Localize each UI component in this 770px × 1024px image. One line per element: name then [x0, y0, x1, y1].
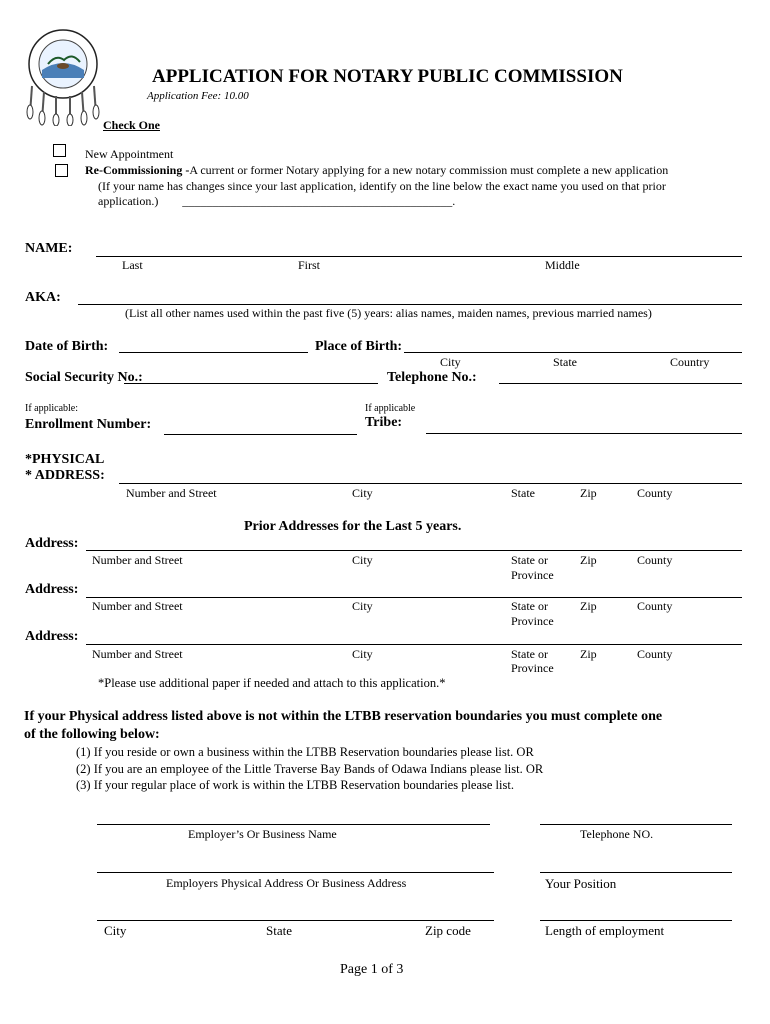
length-employment-field[interactable] [540, 920, 732, 921]
pob-label: Place of Birth: [315, 339, 403, 354]
tribe-field[interactable] [426, 433, 742, 434]
employer-city-caption: City [104, 923, 127, 938]
employer-state-caption: State [266, 923, 292, 938]
prior-3-city-caption: City [352, 647, 373, 661]
new-appointment-label: New Appointment [85, 147, 174, 161]
tribal-seal-logo [24, 26, 102, 126]
aka-label: AKA: [25, 290, 61, 305]
application-fee: Application Fee: 10.00 [147, 90, 249, 102]
telephone-field[interactable] [499, 383, 742, 384]
prior-1-city-caption: City [352, 553, 373, 567]
new-appointment-checkbox[interactable] [53, 144, 66, 157]
prior-address-1-field[interactable] [86, 550, 742, 551]
physical-label-1: *PHYSICAL [25, 452, 105, 467]
prior-2-county-caption: County [637, 599, 673, 613]
tribe-label: Tribe: [365, 415, 403, 430]
pob-country-caption: Country [670, 355, 710, 369]
name-change-note-2: application.) _____________________________________________. [98, 194, 456, 208]
check-one-heading: Check One [103, 118, 160, 132]
pob-state-caption: State [553, 355, 577, 369]
physical-zip-caption: Zip [580, 486, 597, 500]
position-field[interactable] [540, 872, 732, 873]
prior-address-1-label: Address: [25, 536, 79, 551]
ssn-label: Social Security No.: [25, 370, 143, 385]
pob-field[interactable] [404, 352, 742, 353]
prior-1-county-caption: County [637, 553, 673, 567]
enrollment-if-applicable: If applicable: [25, 403, 79, 414]
prior-3-county-caption: County [637, 647, 673, 661]
prior-2-street-caption: Number and Street [92, 599, 183, 613]
prior-3-street-caption: Number and Street [92, 647, 183, 661]
prior-3-state-caption: State or [511, 647, 548, 661]
dob-label: Date of Birth: [25, 339, 109, 354]
name-field[interactable] [96, 256, 742, 257]
prior-1-street-caption: Number and Street [92, 553, 183, 567]
additional-paper-note: *Please use additional paper if needed and attach to this application.* [98, 676, 446, 690]
name-change-note: (If your name has changes since your last application, identify on the line below the exact name you used on that prior [98, 179, 666, 193]
prior-1-zip-caption: Zip [580, 553, 597, 567]
prior-addresses-heading: Prior Addresses for the Last 5 years. [244, 519, 462, 534]
employer-phone-caption: Telephone NO. [580, 827, 654, 841]
length-employment-caption: Length of employment [545, 923, 665, 938]
page-title: APPLICATION FOR NOTARY PUBLIC COMMISSION [152, 66, 623, 87]
physical-address-field[interactable] [119, 483, 742, 484]
recommissioning-checkbox[interactable] [55, 164, 68, 177]
prior-2-province-caption: Province [511, 614, 554, 628]
physical-county-caption: County [637, 486, 673, 500]
prior-3-province-caption: Province [511, 661, 554, 675]
employer-address-caption: Employers Physical Address Or Business Address [166, 876, 407, 890]
name-middle-caption: Middle [545, 258, 580, 272]
physical-label-2: * ADDRESS: [25, 468, 105, 483]
prior-address-2-label: Address: [25, 582, 79, 597]
reservation-heading-2: of the following below: [24, 727, 160, 742]
employer-phone-field[interactable] [540, 824, 732, 825]
prior-address-3-field[interactable] [86, 644, 742, 645]
reservation-item-3: (3) If your regular place of work is within the LTBB Reservation boundaries please list. [76, 778, 514, 792]
reservation-item-1: (1) If you reside or own a business within the LTBB Reservation boundaries please list. OR [76, 745, 534, 759]
pob-city-caption: City [440, 355, 461, 369]
name-first-caption: First [298, 258, 321, 272]
aka-field[interactable] [78, 304, 742, 305]
dob-field[interactable] [119, 352, 308, 353]
name-label: NAME: [25, 241, 73, 256]
physical-city-caption: City [352, 486, 373, 500]
page-number: Page 1 of 3 [340, 962, 404, 977]
prior-address-2-field[interactable] [86, 597, 742, 598]
prior-2-state-caption: State or [511, 599, 548, 613]
physical-state-caption: State [511, 486, 535, 500]
employer-zip-caption: Zip code [425, 923, 471, 938]
enrollment-label: Enrollment Number: [25, 417, 152, 432]
telephone-label: Telephone No.: [387, 370, 477, 385]
recommissioning-label [85, 163, 668, 178]
enrollment-field[interactable] [164, 434, 357, 435]
prior-2-city-caption: City [352, 599, 373, 613]
prior-1-state-caption: State or [511, 553, 548, 567]
employer-name-caption: Employer’s Or Business Name [188, 827, 337, 841]
recommissioning-bold: Re-Commissioning - [85, 163, 190, 177]
employer-name-field[interactable] [97, 824, 490, 825]
prior-1-province-caption: Province [511, 568, 554, 582]
employer-address-field[interactable] [97, 872, 494, 873]
aka-hint: (List all other names used within the past five (5) years: alias names, maiden names, previous married names) [125, 306, 652, 320]
recommissioning-text: A current or former Notary applying for a new notary commission must complete a new application [189, 163, 669, 177]
reservation-item-2: (2) If you are an employee of the Little Traverse Bay Bands of Odawa Indians please list. OR [76, 762, 544, 776]
physical-street-caption: Number and Street [126, 486, 217, 500]
name-last-caption: Last [122, 258, 143, 272]
prior-3-zip-caption: Zip [580, 647, 597, 661]
reservation-heading-1: If your Physical address listed above is not within the LTBB reservation boundaries you must complete one [24, 709, 663, 724]
employer-city-state-zip-field[interactable] [97, 920, 494, 921]
tribe-if-applicable: If applicable [365, 403, 416, 414]
prior-2-zip-caption: Zip [580, 599, 597, 613]
prior-address-3-label: Address: [25, 629, 79, 644]
ssn-field[interactable] [124, 383, 378, 384]
position-caption: Your Position [545, 876, 617, 891]
